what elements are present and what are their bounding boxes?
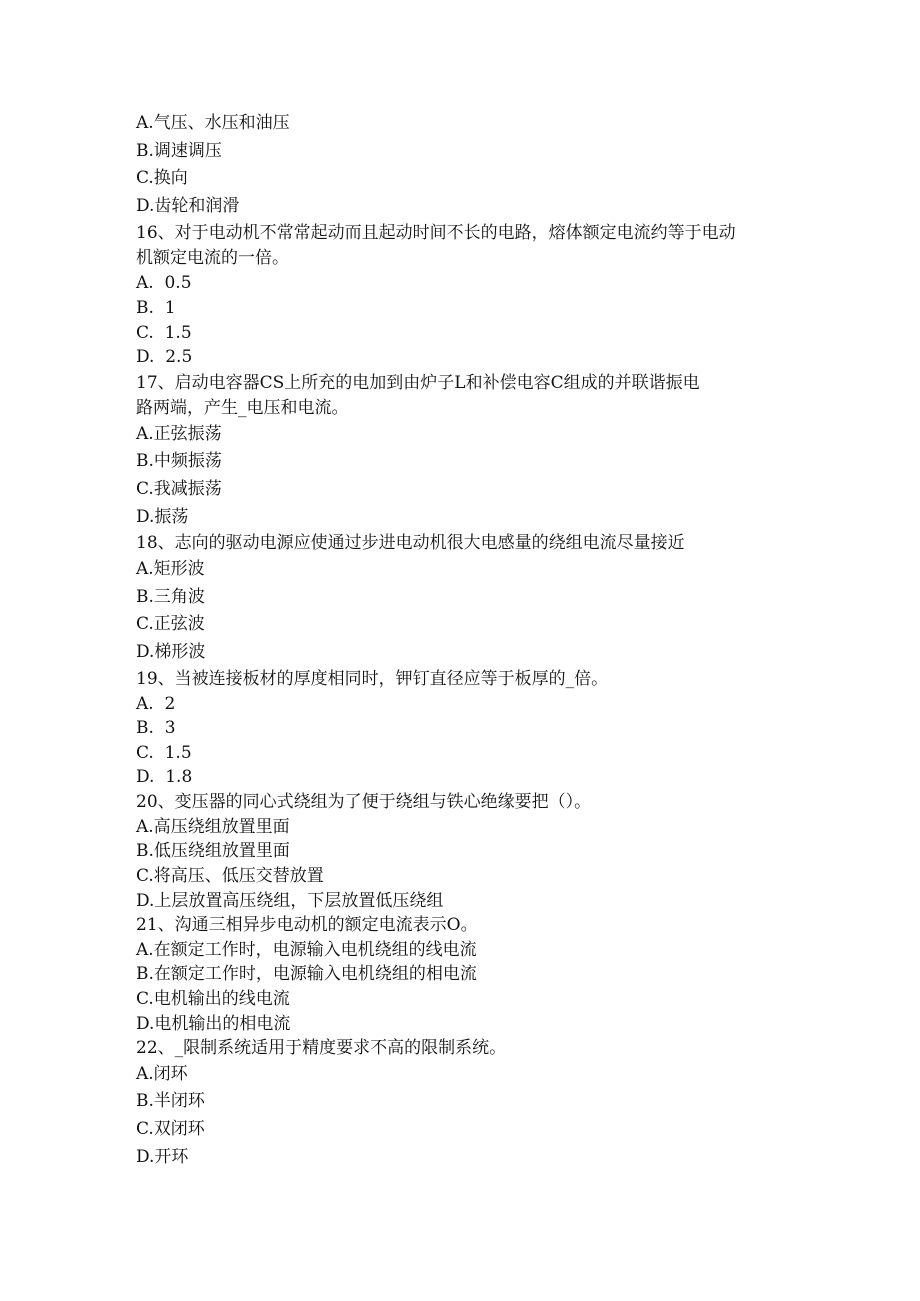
text-line: C. 1.5 [136, 322, 192, 343]
text-line: C.我减振荡 [136, 478, 222, 499]
text-line: 18、志向的驱动电源应使通过步进电动机很大电感量的绕组电流尽量接近 [136, 533, 685, 554]
text-line: D.开环 [136, 1146, 189, 1167]
text-line: B.半闭环 [136, 1091, 205, 1112]
text-line: A.气压、水压和油压 [136, 113, 290, 133]
text-line: 20、变压器的同心式绕组为了便于绕组与铁心绝缘要把（）。 [136, 791, 592, 812]
text-line: D.齿轮和润滑 [136, 195, 240, 216]
text-line: A. 0.5 [136, 273, 192, 294]
text-line: C.正弦波 [136, 614, 205, 635]
text-line: 17、启动电容器CS上所充的电加到由炉子L和补偿电容C组成的并联谐振电 [136, 372, 700, 393]
text-line: 路两端，产生_电压和电流。 [136, 397, 349, 418]
text-line: 16、对于电动机不常常起动而且起动时间不长的电路，熔体额定电流约等于电动 [136, 223, 736, 244]
text-line: 21、沟通三相异步电动机的额定电流表示O。 [136, 915, 478, 936]
text-line: A.在额定工作时，电源输入电机绕组的线电流 [136, 939, 477, 960]
text-line: C.双闭环 [136, 1119, 205, 1139]
text-line: B.中频振荡 [136, 451, 222, 472]
text-line: B.调速调压 [136, 140, 222, 161]
text-line: C.换向 [136, 168, 188, 189]
text-line: D.电机输出的相电流 [136, 1013, 291, 1034]
document-page [136, 110, 796, 1171]
text-line: B. 1 [136, 297, 176, 318]
text-line: A. 2 [136, 693, 176, 714]
text-line: C.电机输出的线电流 [136, 989, 290, 1010]
text-line: D.上层放置高压绕组，下层放置低压绕组 [136, 890, 444, 911]
text-line: C.将高压、低压交替放置 [136, 866, 324, 887]
text-line: A.闭环 [136, 1063, 188, 1084]
text-line: 19、当被连接板材的厚度相同时，钾钉直径应等于板厚的_倍。 [136, 668, 609, 689]
text-line: A.高压绕组放置里面 [136, 816, 290, 837]
text-line: D.振荡 [136, 506, 189, 527]
text-line: B.在额定工作时，电源输入电机绕组的相电流 [136, 964, 477, 985]
text-line: B. 3 [136, 718, 176, 739]
text-line: D.梯形波 [136, 641, 206, 662]
text-line: C. 1.5 [136, 742, 192, 763]
text-line: A.正弦振荡 [136, 423, 222, 444]
text-line: B.低压绕组放置里面 [136, 841, 290, 862]
text-line: D. 1.8 [136, 767, 193, 788]
text-line: B.三角波 [136, 586, 205, 607]
text-line: 机额定电流的一倍。 [136, 248, 289, 269]
text-line: 22、_限制系统适用于精度要求不高的限制系统。 [136, 1038, 507, 1059]
text-line: D. 2.5 [136, 347, 193, 368]
text-line: A.矩形波 [136, 559, 205, 580]
